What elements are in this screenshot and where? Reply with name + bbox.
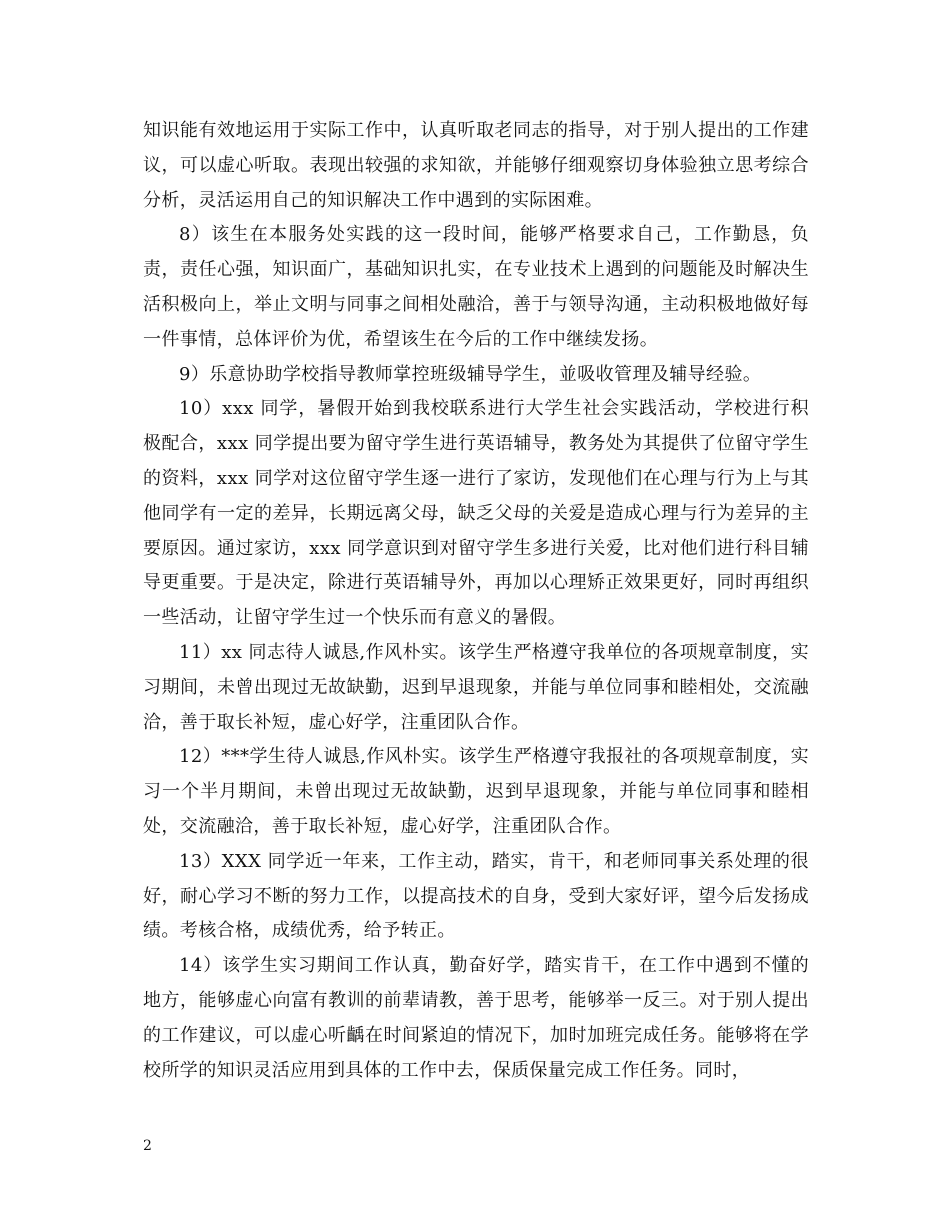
paragraph-item-14: 14）该学生实习期间工作认真，勤奋好学，踏实肯干，在工作中遇到不懂的地方，能够虚心向富有教训的前辈请教，善于思考，能够举一反三。对于别人提出的工作建议，可以虚心听齲在时间紧迫的情况下，加时加班完成任务。能够将在学校所学的知识灵活应用到具体的工作中去，保质保量完成工作任务。同时， [143,955,809,1081]
paragraph-item-9: 9）乐意协助学校指导教师掌控班级辅导学生，並吸收管理及辅导经验。 [179,363,762,385]
paragraph-item-13: 13）XXX 同学近一年来，工作主动，踏实，肯干，和老师同事关系处理的很好，耐心学习不断的努力工作，以提高技术的自身，受到大家好评，望今后发扬成绩。考核合格，成绩优秀，给予转正。 [143,850,809,942]
paragraph-continued: 知识能有效地运用于实际工作中，认真听取老同志的指导，对于别人提出的工作建议，可以虚心听取。表现出较强的求知欲，并能够仔细观察切身体验独立思考综合分析，灵活运用自己的知识解决工作中遇到的实际困难。 [143,120,809,211]
paragraph-item-11: 11）xx 同志待人诚恳,作风朴实。该学生严格遵守我单位的各项规章制度，实习期间，未曾出现过无故缺勤，迟到早退现象，并能与单位同事和睦相处，交流融洽，善于取长补短，虚心好学，注重团队合作。 [143,641,809,733]
page-number: 2 [143,1138,152,1154]
paragraph-item-12: 12）***学生待人诚恳,作风朴实。该学生严格遵守我报社的各项规章制度，实习一个半月期间，未曾出现过无故缺勤，迟到早退现象，并能与单位同事和睦相处，交流融洽，善于取长补短，虚心好学，注重团队合作。 [143,746,809,837]
paragraph-item-8: 8）该生在本服务处实践的这一段时间，能够严格要求自己，工作勤恳，负责，责任心强，知识面广，基础知识扎实，在专业技术上遇到的问题能及时解决生活积极向上，举止文明与同事之间相处融洽，善于与领导沟通，主动积极地做好每一件事情，总体评价为优，希望该生在今后的工作中继续发扬。 [143,224,809,350]
document-body [143,114,809,1088]
paragraph-item-10: 10）xxx 同学，暑假开始到我校联系进行大学生社会实践活动，学校进行积极配合，xxx 同学提出要为留守学生进行英语辅导，教务处为其提供了位留守学生的资料，xxx 同学对这位留守学生逐一进行了家访，发现他们在心理与行为上与其他同学有一定的差异，长期远离父母，缺乏父母的关爱是造成心理与行为差异的主要原因。通过家访，xxx 同学意识到对留守学生多进行关爱，比对他们进行科目辅导更重要。于是决定，除进行英语辅导外，再加以心理矫正效果更好，同时再组织一些活动，让留守学生过一个快乐而有意义的暑假。 [143,398,809,629]
